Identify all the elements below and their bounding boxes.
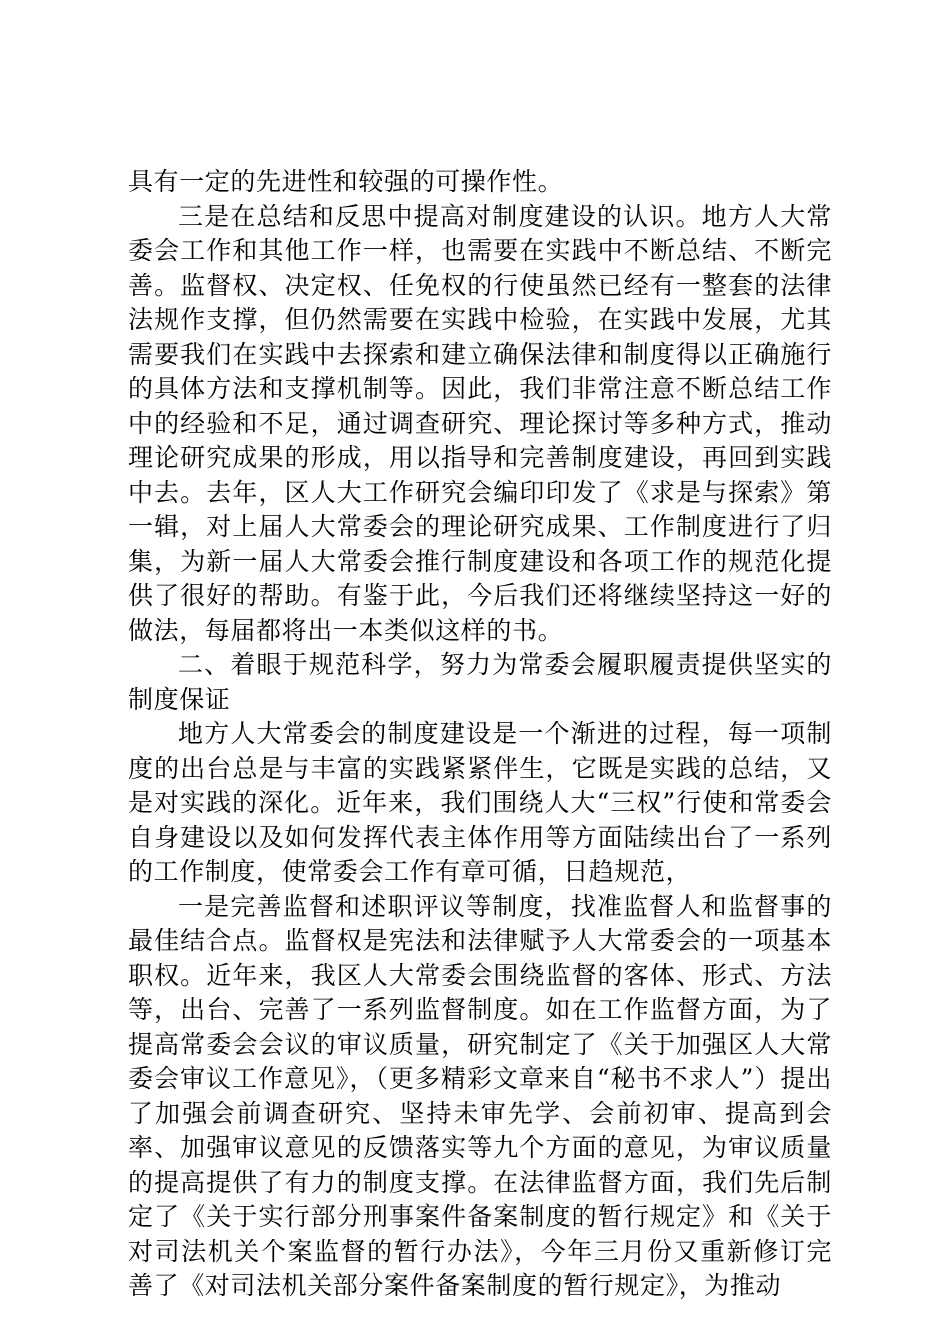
section-heading-two: 二、着眼于规范科学，努力为常委会履职履责提供坚实的制度保证 (128, 650, 832, 714)
paragraph-point-three: 三是在总结和反思中提高对制度建设的认识。地方人大常委会工作和其他工作一样，也需要在实践中不断总结、不断完善。监督权、决定权、任免权的行使虽然已经有一整套的法律法规作支撑，但仍然需要在实践中检验，在实践中发展，尤其需要我们在实践中去探索和建立确保法律和制度得以正确施行的具体方法和支撑机制等。因此，我们非常注意不断总结工作中的经验和不足，通过调查研究、理论探讨等多种方式，推动理论研究成果的形成，用以指导和完善制度建设，再回到实践中去。去年，区人大工作研究会编印印发了《求是与探索》第一辑，对上届人大常委会的理论研究成果、工作制度进行了归集，为新一届人大常委会推行制度建设和各项工作的规范化提供了很好的帮助。有鉴于此，今后我们还将继续坚持这一好的做法，每届都将出一本类似这样的书。 (128, 201, 832, 645)
paragraph-continuation: 具有一定的先进性和较强的可操作性。 (128, 167, 564, 196)
document-page (128, 165, 832, 1304)
paragraph-section-intro: 地方人大常委会的制度建设是一个渐进的过程，每一项制度的出台总是与丰富的实践紧紧伴生，它既是实践的总结，又是对实践的深化。近年来，我们围绕人大“三权”行使和常委会自身建设以及如何发挥代表主体作用等方面陆续出台了一系列的工作制度，使常委会工作有章可循，日趋规范， (128, 719, 832, 886)
paragraph-point-one: 一是完善监督和述职评议等制度，找准监督人和监督事的最佳结合点。监督权是宪法和法律赋予人大常委会的一项基本职权。近年来，我区人大常委会围绕监督的客体、形式、方法等，出台、完善了一系列监督制度。如在工作监督方面，为了提高常委会会议的审议质量，研究制定了《关于加强区人大常委会审议工作意见》，（更多精彩文章来自“秘书不求人”）提出了加强会前调查研究、坚持未审先学、会前初审、提高到会率、加强审议意见的反馈落实等九个方面的意见，为审议质量的提高提供了有力的制度支撑。在法律监督方面，我们先后制定了《关于实行部分刑事案件备案制度的暂行规定》和《关于对司法机关个案监督的暂行办法》，今年三月份又重新修订完善了《对司法机关部分案件备案制度的暂行规定》，为推动 (128, 891, 832, 1300)
